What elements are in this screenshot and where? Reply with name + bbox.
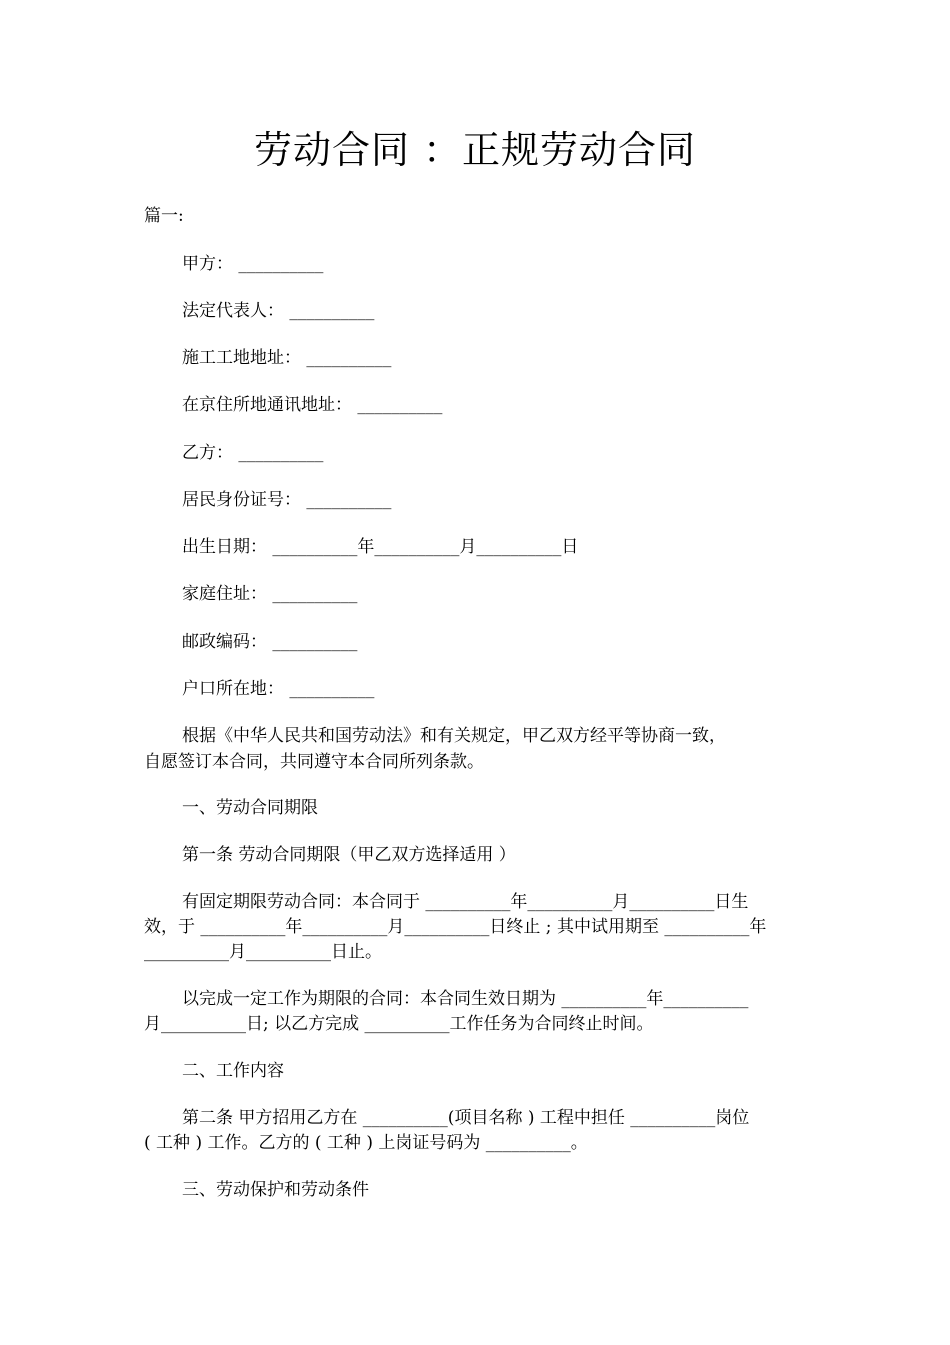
field-household-registration: 户口所在地： __________ xyxy=(182,679,375,699)
article-2-line-2: ( 工种 ) 工作。乙方的 ( 工种 ) 上岗证号码为 __________。 xyxy=(144,1133,588,1153)
field-party-b: 乙方： __________ xyxy=(182,443,324,463)
fixed-term-line-2: 效，于 __________年__________月__________日终止 ; 其中试用期至 __________年 xyxy=(144,917,767,937)
field-party-a: 甲方： __________ xyxy=(182,254,324,274)
heading-contract-term: 一、劳动合同期限 xyxy=(182,798,318,818)
article-1: 第一条 劳动合同期限（甲乙双方选择适用 ） xyxy=(182,845,516,865)
task-term-line-1: 以完成一定工作为期限的合同：本合同生效日期为 __________年__________ xyxy=(182,989,749,1009)
heading-work-content: 二、工作内容 xyxy=(182,1061,284,1081)
preamble-line-1: 根据《中华人民共和国劳动法》和有关规定，甲乙双方经平等协商一致， xyxy=(182,726,726,746)
fixed-term-line-1: 有固定期限劳动合同：本合同于 __________年__________月__________日生 xyxy=(182,892,749,912)
preamble-line-2: 自愿签订本合同，共同遵守本合同所列条款。 xyxy=(144,752,484,772)
field-beijing-address: 在京住所地通讯地址： __________ xyxy=(182,395,443,415)
section-label: 篇一: xyxy=(144,206,184,226)
field-site-address: 施工工地地址： __________ xyxy=(182,348,392,368)
field-postal-code: 邮政编码： __________ xyxy=(182,632,358,652)
field-home-address: 家庭住址： __________ xyxy=(182,584,358,604)
field-birth-date: 出生日期： __________年__________月__________日 xyxy=(182,537,579,557)
article-2-line-1: 第二条 甲方招用乙方在 __________(项目名称 ) 工程中担任 __________岗位 xyxy=(182,1108,750,1128)
fixed-term-line-3: __________月__________日止。 xyxy=(144,942,382,962)
field-legal-representative: 法定代表人： __________ xyxy=(182,301,375,321)
field-id-number: 居民身份证号： __________ xyxy=(182,490,392,510)
heading-labor-protection: 三、劳动保护和劳动条件 xyxy=(182,1180,369,1200)
task-term-line-2: 月__________日; 以乙方完成 __________工作任务为合同终止时间。 xyxy=(144,1014,654,1034)
document-title: 劳动合同 ：正规劳动合同 xyxy=(253,128,697,172)
